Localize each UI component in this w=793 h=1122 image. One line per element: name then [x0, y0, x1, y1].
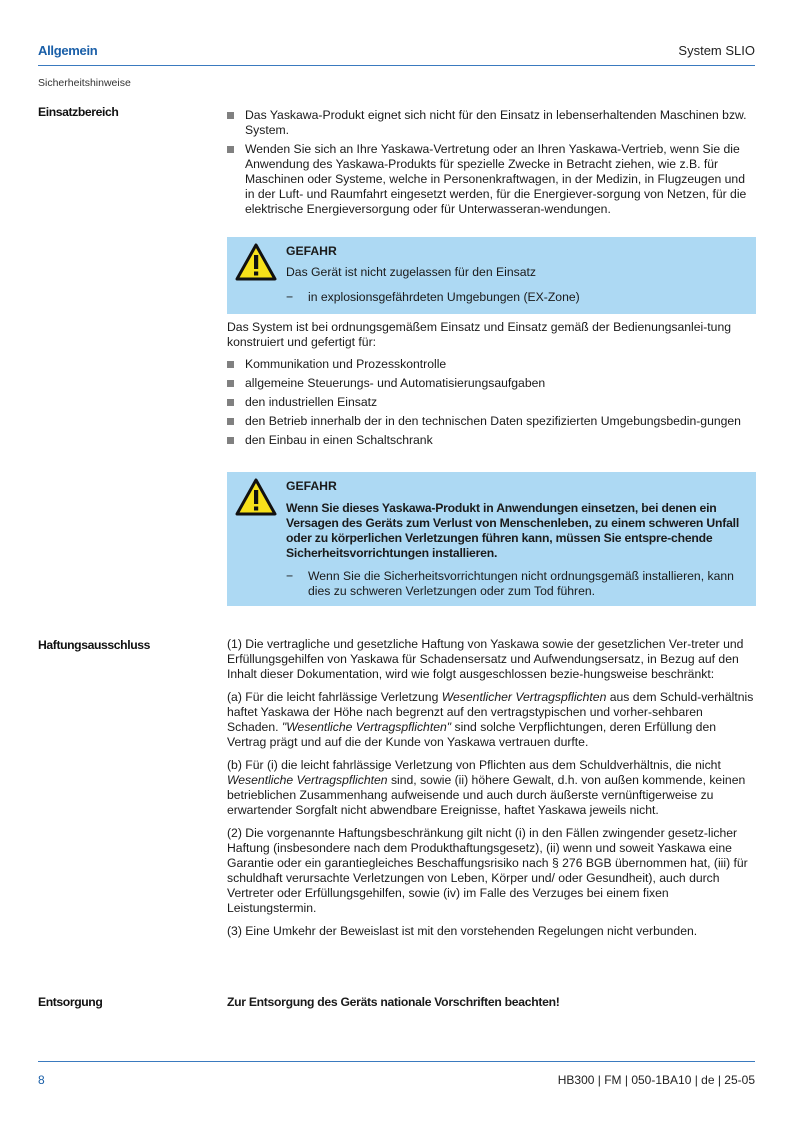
list-item: den Betrieb innerhalb der in den technischen Daten spezifizierten Umgebungsbedin-gungen — [227, 414, 757, 429]
danger-notice-1 — [227, 237, 756, 314]
page-header — [38, 40, 755, 66]
warning-triangle-icon — [235, 243, 277, 281]
list-item: den industriellen Einsatz — [227, 395, 757, 410]
section-title: Sicherheitshinweise — [38, 77, 131, 89]
list-item: den Einbau in einen Schaltschrank — [227, 433, 757, 448]
bullet-icon — [227, 399, 234, 406]
haftungsausschluss-heading: Haftungsausschluss — [38, 638, 150, 652]
entsorgung-text: Zur Entsorgung des Geräts nationale Vorschriften beachten! — [227, 995, 560, 1009]
document-reference: HB300 | FM | 050-1BA10 | de | 25-05 — [557, 1073, 755, 1087]
entsorgung-heading: Entsorgung — [38, 995, 103, 1009]
warning-title: GEFAHR — [286, 244, 337, 258]
product-name: System SLIO — [678, 43, 755, 58]
page-footer — [38, 1061, 755, 1087]
list-item: Kommunikation und Prozesskontrolle — [227, 357, 757, 372]
haftung-body — [227, 637, 757, 947]
list-item: Das Yaskawa-Produkt eignet sich nicht für den Einsatz in lebenserhaltenden Maschinen bzw. System. — [227, 108, 757, 138]
list-item: Wenden Sie sich an Ihre Yaskawa-Vertretung oder an Ihren Yaskawa-Vertrieb, wenn Sie die Anwendung des Yaskawa-Produkts für spezielle Zwecke in Betracht ziehen, wie z.B. für Maschinen oder Systeme, welche in Personenkraftwagen, in der Medizin, in Flugzeugen und in der Luft- und Raumfahrt eingesetzt werden, für die Energiever-sorgung von Netzen, für die elektrische Energieversorgung oder für Unterwasseran-wendungen. — [227, 142, 757, 217]
warning-text: Das Gerät ist nicht zugelassen für den Einsatz — [286, 265, 536, 279]
paragraph: (2) Die vorgenannte Haftungsbeschränkung gilt nicht (i) in den Fällen zwingender gesetz-licher Haftung (insbesondere nach dem Produkthaftungsgesetz), (ii) wenn und soweit Yaskawa eine Garantie oder ein garantiegleiches Beschaffungsrisiko nach § 276 BGB übernommen hat, (iii) für schuldhaft verursachte Verletzungen von Leben, Körper und/ oder Gesundheit), auch durch Vertreter oder Erfüllungsgehilfen, sowie (iv) im Falle des Verzuges bei einem fixen Leistungstermin. — [227, 826, 748, 915]
warning-title: GEFAHR — [286, 479, 337, 493]
warning-text: Wenn Sie dieses Yaskawa-Produkt in Anwendungen einsetzen, bei denen ein Versagen des Geräts zum Verlust von Menschenleben, zu einem schweren Unfall oder zu körperlichen Verletzungen führen kann, müssen Sie entspre-chende Sicherheitsvorrichtungen installieren. — [286, 501, 740, 560]
bullet-icon — [227, 112, 234, 119]
paragraph: (3) Eine Umkehr der Beweislast ist mit den vorstehenden Regelungen nicht verbunden. — [227, 924, 698, 938]
bullet-icon — [227, 380, 234, 387]
bullet-icon — [227, 418, 234, 425]
bullet-icon — [227, 361, 234, 368]
list-item: allgemeine Steuerungs- und Automatisierungsaufgaben — [227, 376, 757, 391]
warning-triangle-icon — [235, 478, 277, 516]
bullet-icon — [227, 437, 234, 444]
chapter-title: Allgemein — [38, 43, 98, 58]
warning-item: − in explosionsgefährdeten Umgebungen (EX-Zone) — [286, 290, 580, 304]
einsatz-uses — [227, 320, 757, 452]
einsatz-bullets — [227, 108, 757, 221]
page-number: 8 — [38, 1073, 45, 1087]
danger-notice-2 — [227, 472, 756, 606]
paragraph: (a) Für die leicht fahrlässige Verletzung Wesentlicher Vertragspflichten aus dem Schuld-verhältnis haftet Yaskawa der Höhe nach begrenzt auf den vertragstypischen und vorher-sehbaren Schaden. "Wesentliche Vertragspflichten" sind solche Verpflichtungen, deren Erfüllung den Vertrag prägt und auf die der Kunde von Yaskawa vertrauen durfte. — [227, 690, 754, 749]
warning-item: − Wenn Sie die Sicherheitsvorrichtungen nicht ordnungsgemäß installieren, kann dies zu schweren Verletzungen oder zum Tod führen. — [286, 569, 734, 598]
einsatzbereich-heading: Einsatzbereich — [38, 105, 119, 119]
intro-text: Das System ist bei ordnungsgemäßem Einsatz und Einsatz gemäß der Bedienungsanlei-tung konstruiert und gefertigt für: — [227, 320, 732, 349]
paragraph: (b) Für (i) die leicht fahrlässige Verletzung von Pflichten aus dem Schuldverhältnis, die nicht Wesentliche Vertragspflichten sind, sowie (ii) höhere Gewalt, d.h. von außen kommende, keinen betrieblichen Zusammenhang aufweisende und auch durch äußerste vernünftigerweise zu erwartender Sorgfalt nicht abwendbare Ereignisse, haftet Yaskawa jeweils nicht. — [227, 758, 746, 817]
bullet-icon — [227, 146, 234, 153]
paragraph: (1) Die vertragliche und gesetzliche Haftung von Yaskawa sowie der gesetzlichen Ver-treter und Erfüllungsgehilfen von Yaskawa für Schadensersatz und Aufwendungsersatz, in Bezug auf den Inhalt dieser Dokumentation, wird wie folgt ausgeschlossen bezie-hungsweise beschränkt: — [227, 637, 744, 681]
